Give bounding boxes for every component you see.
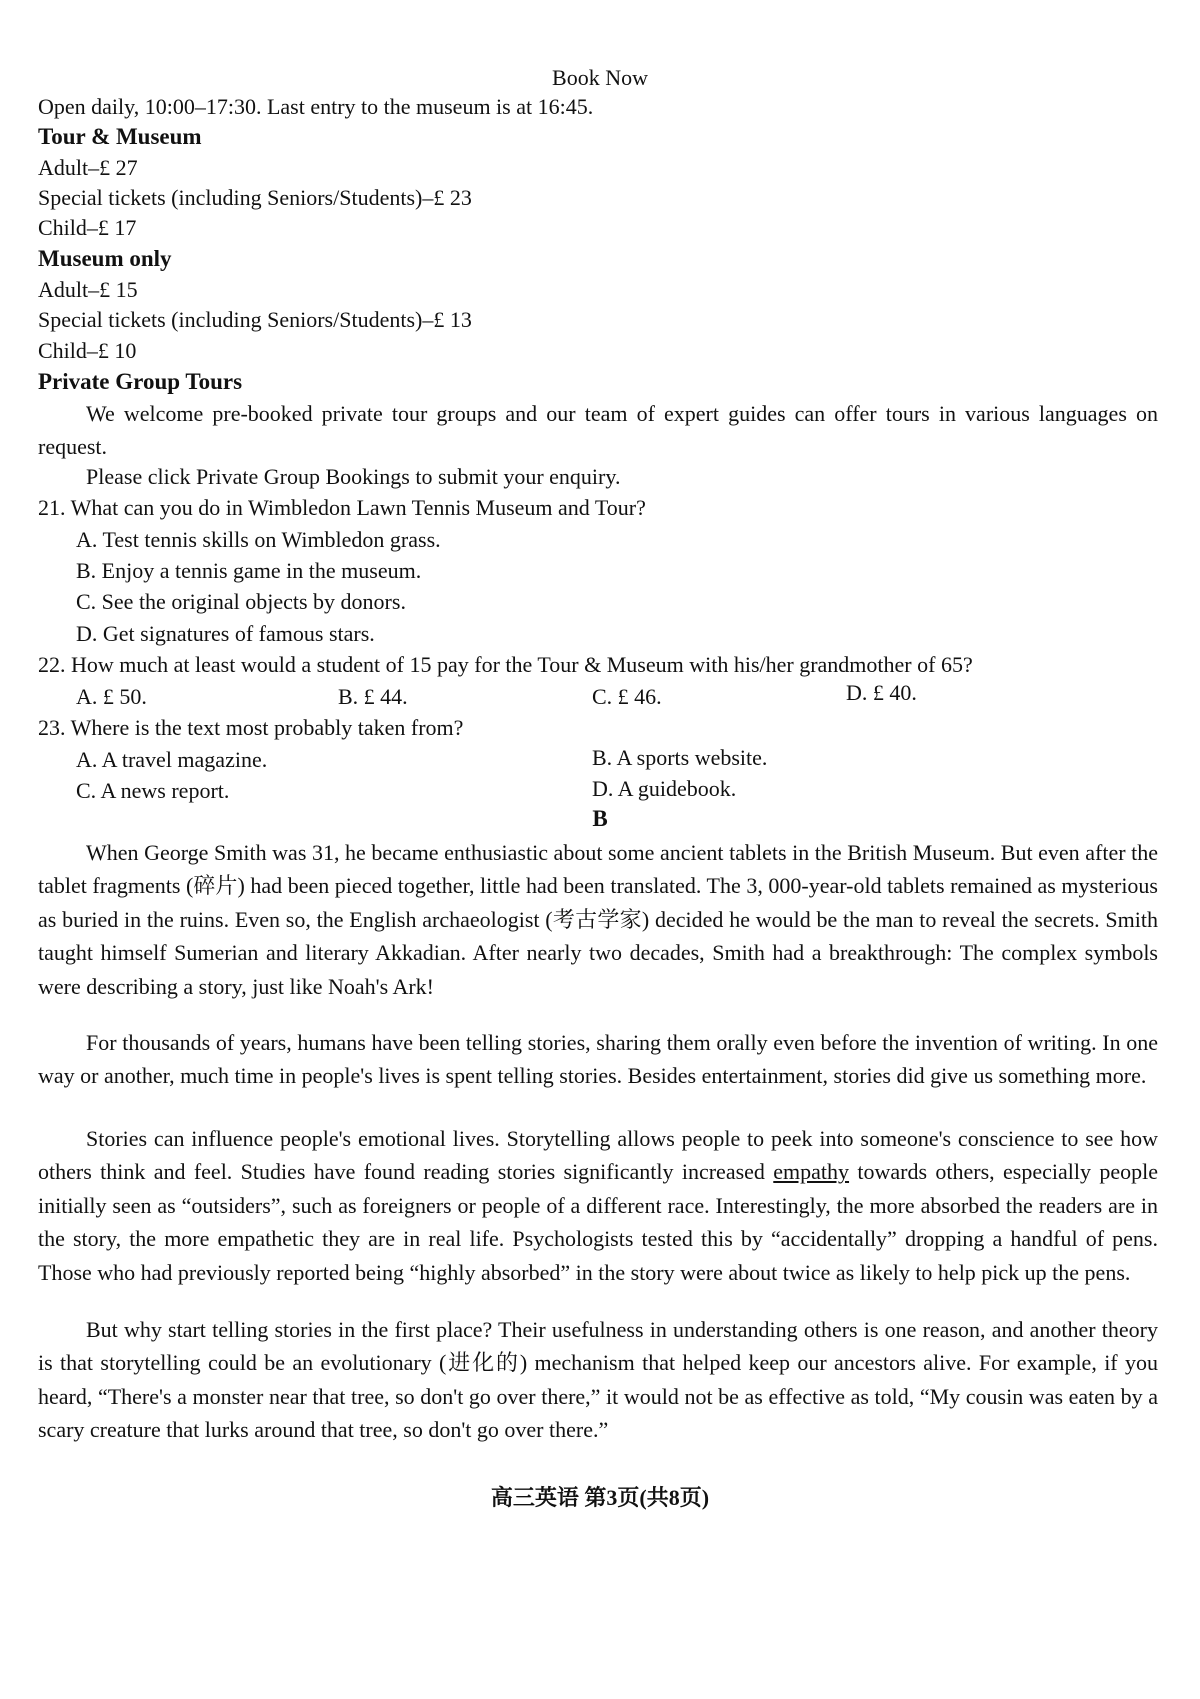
- q22-option-b: B. £ 44.: [338, 684, 408, 709]
- q23-option-c: C. A news report.: [76, 778, 230, 803]
- museum-child-price: Child–£ 10: [38, 338, 137, 363]
- q21-option-c: C. See the original objects by donors.: [76, 589, 406, 614]
- q23-option-b: B. A sports website.: [592, 745, 768, 770]
- section-b-paragraph-2: For thousands of years, humans have been telling stories, sharing them orally even before the invention of writing. In one way or another, much time in people's lives is spent telling stories. Besides entertainment, stories did give us something more.: [38, 1030, 1158, 1089]
- museum-only-heading: Museum only: [38, 246, 172, 271]
- tour-special-price: Special tickets (including Seniors/Students)–£ 23: [38, 185, 472, 210]
- empathy-underlined-word: empathy: [773, 1159, 850, 1185]
- q21-option-b: B. Enjoy a tennis game in the museum.: [76, 558, 422, 583]
- section-b-paragraph-4: But why start telling stories in the first place? Their usefulness in understanding others is one reason, and another theory is that storytelling could be an evolutionary (进化的) mechanism that helped keep our ancestors alive. For example, if you heard, “There's a monster near that tree, so don't go over there,” it would not be as effective as told, “My cousin was eaten by a scary creature that lurks around that tree, so don't go over there.”: [38, 1317, 1158, 1443]
- q22-option-d: D. £ 40.: [846, 680, 917, 705]
- book-now-label: Book Now: [552, 65, 648, 90]
- question-21-stem: 21. What can you do in Wimbledon Lawn Tennis Museum and Tour?: [38, 495, 646, 520]
- q21-option-a: A. Test tennis skills on Wimbledon grass.: [76, 527, 441, 552]
- tour-adult-price: Adult–£ 27: [38, 155, 138, 180]
- private-tours-enquiry: Please click Private Group Bookings to submit your enquiry.: [86, 464, 621, 489]
- q23-option-d: D. A guidebook.: [592, 776, 737, 801]
- q21-option-d: D. Get signatures of famous stars.: [76, 621, 375, 646]
- opening-hours: Open daily, 10:00–17:30. Last entry to the museum is at 16:45.: [38, 94, 594, 119]
- question-22-stem: 22. How much at least would a student of 15 pay for the Tour & Museum with his/her grandmother of 65?: [38, 652, 973, 677]
- section-b-paragraph-3: Stories can influence people's emotional lives. Storytelling allows people to peek into someone's conscience to see how others think and feel. Studies have found reading stories significantly increased empathy towards others, especially people initially seen as “outsiders”, such as foreigners or people of a different race. Interestingly, the more absorbed the readers are in the story, the more empathetic they are in real life. Psychologists tested this by “accidentally” dropping a handful of pens. Those who had previously reported being “highly absorbed” in the story were about twice as likely to help pick up the pens.: [38, 1126, 1159, 1285]
- q23-option-a: A. A travel magazine.: [76, 747, 268, 772]
- question-23-stem: 23. Where is the text most probably taken from?: [38, 715, 464, 740]
- private-tours-paragraph: We welcome pre-booked private tour groups and our team of expert guides can offer tours in various languages on request.: [38, 401, 1158, 460]
- section-b-label: B: [592, 806, 608, 831]
- q22-option-a: A. £ 50.: [76, 684, 147, 709]
- page-footer: 高三英语 第3页(共8页): [490, 1485, 710, 1510]
- museum-adult-price: Adult–£ 15: [38, 277, 138, 302]
- tour-museum-heading: Tour & Museum: [38, 124, 202, 149]
- q22-option-c: C. £ 46.: [592, 684, 662, 709]
- tour-child-price: Child–£ 17: [38, 215, 137, 240]
- section-b-paragraph-1: When George Smith was 31, he became enthusiastic about some ancient tablets in the British Museum. But even after the tablet fragments (碎片) had been pieced together, little had been translated. The 3, 000-year-old tablets remained as mysterious as buried in the ruins. Even so, the English archaeologist (考古学家) decided he would be the man to reveal the secrets. Smith taught himself Sumerian and literary Akkadian. After nearly two decades, Smith had a breakthrough: The complex symbols were describing a story, just like Noah's Ark!: [38, 840, 1158, 999]
- private-tours-heading: Private Group Tours: [38, 369, 243, 394]
- museum-special-price: Special tickets (including Seniors/Students)–£ 13: [38, 307, 472, 332]
